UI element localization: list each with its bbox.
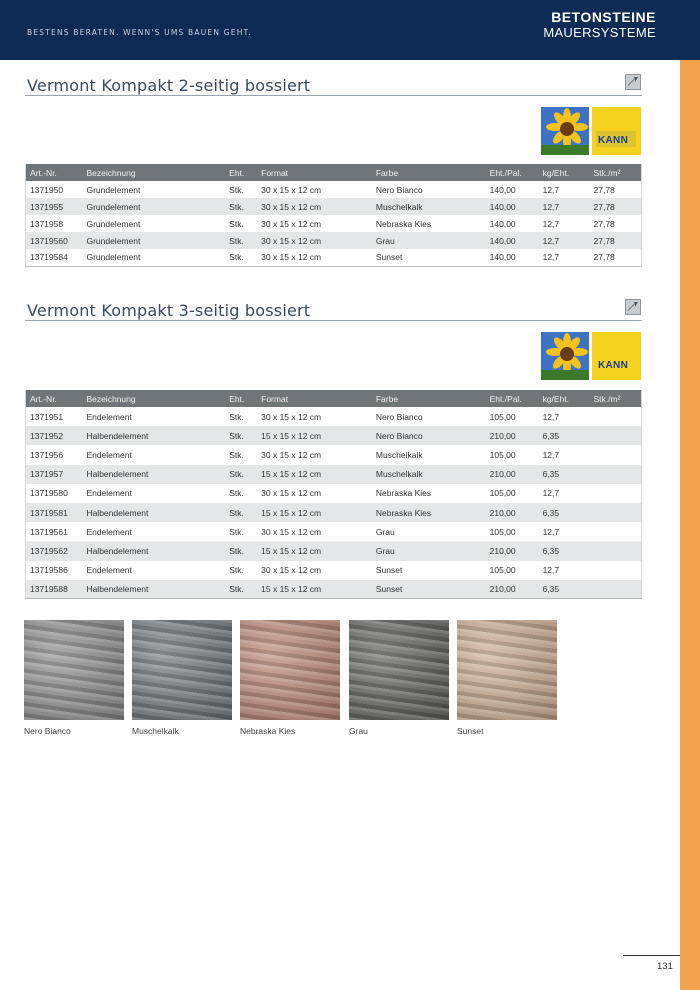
section1-rule	[25, 95, 642, 96]
table-cell: 140,00	[489, 252, 516, 263]
table-row	[26, 232, 642, 249]
table-row	[26, 541, 642, 560]
column-header: Format	[257, 164, 372, 181]
table-cell: Stk.	[229, 526, 244, 537]
section1-table-header	[26, 164, 642, 181]
table-cell: 1371950	[30, 184, 64, 195]
table-cell: Muschelkalk	[372, 465, 486, 484]
table-cell: 12,7	[542, 184, 560, 195]
section2-table	[25, 390, 642, 599]
table-cell: 210,00	[486, 426, 539, 445]
column-header: Stk./m²	[590, 390, 642, 407]
column-header: Format	[257, 390, 372, 407]
table-cell: 30 x 15 x 12 cm	[261, 218, 322, 229]
table-cell: 12,7	[542, 565, 560, 576]
table-cell: 15 x 15 x 12 cm	[257, 541, 372, 560]
pdf-download-icon[interactable]	[625, 299, 641, 315]
table-cell: 210,00	[486, 465, 539, 484]
table-cell: Halbendelement	[82, 426, 225, 445]
table-cell: Halbendelement	[82, 503, 225, 522]
table-row	[26, 249, 642, 266]
column-header: Art.-Nr.	[26, 390, 83, 407]
page-number: 131	[657, 961, 673, 972]
column-header: Farbe	[372, 390, 486, 407]
table-cell: 105,00	[489, 565, 516, 576]
table-cell	[590, 426, 642, 445]
table-cell: 27,78	[590, 198, 642, 215]
table-cell: 15 x 15 x 12 cm	[257, 426, 372, 445]
kann-logo-text: KANN	[598, 360, 629, 371]
table-cell: 30 x 15 x 12 cm	[261, 565, 322, 576]
table-cell	[590, 522, 642, 541]
pdf-download-icon[interactable]	[625, 74, 641, 90]
table-cell: Grundelement	[82, 198, 225, 215]
table-cell: 12,7	[542, 252, 560, 263]
table-cell: 15 x 15 x 12 cm	[257, 503, 372, 522]
table-cell: 1371956	[30, 449, 64, 460]
table-cell: Stk.	[229, 184, 244, 195]
column-header: Farbe	[372, 164, 486, 181]
table-cell: 27,78	[593, 218, 615, 229]
swatch-image	[240, 620, 340, 720]
section2-rule	[25, 320, 642, 321]
table-cell: Muschelkalk	[372, 198, 486, 215]
table-cell: Endelement	[86, 488, 132, 499]
table-cell: 6,35	[539, 426, 590, 445]
table-cell: Stk.	[225, 232, 257, 249]
table-row	[26, 198, 642, 215]
column-header: Bezeichnung	[82, 390, 225, 407]
brand-logos	[541, 107, 641, 155]
swatch-image	[24, 620, 124, 720]
table-cell: Grau	[375, 526, 395, 537]
table-cell: Grundelement	[86, 218, 141, 229]
table-cell: 6,35	[539, 503, 590, 522]
table-row	[26, 465, 642, 484]
table-cell	[590, 561, 642, 580]
table-cell: Grau	[372, 232, 486, 249]
section1-table	[25, 164, 642, 267]
category-title	[543, 9, 656, 40]
table-row	[26, 522, 642, 541]
table-cell: 12,7	[542, 488, 560, 499]
section1-table-body	[26, 181, 642, 266]
table-cell: Sunset	[372, 580, 486, 599]
column-header: Eht./Pal.	[486, 164, 539, 181]
table-row	[26, 181, 642, 198]
table-cell: Stk.	[225, 503, 257, 522]
table-cell: Nero Bianco	[372, 426, 486, 445]
column-header: Stk./m²	[590, 164, 642, 181]
table-row	[26, 561, 642, 580]
table-cell: Stk.	[229, 488, 244, 499]
table-cell: 12,7	[542, 526, 560, 537]
table-row	[26, 426, 642, 445]
table-cell: 30 x 15 x 12 cm	[261, 526, 322, 537]
table-cell: Sunset	[375, 565, 403, 576]
table-cell: 13719562	[26, 541, 83, 560]
table-cell	[590, 541, 642, 560]
table-cell: Stk.	[225, 465, 257, 484]
table-cell: 30 x 15 x 12 cm	[261, 252, 322, 263]
table-cell: Halbendelement	[82, 580, 225, 599]
table-cell	[590, 407, 642, 426]
kann-logo	[592, 332, 641, 380]
tagline: BESTENS BERATEN. WENN'S UMS BAUEN GEHT.	[27, 28, 253, 37]
section2-table-header	[26, 390, 642, 407]
table-cell: 13719581	[26, 503, 83, 522]
column-header: Bezeichnung	[82, 164, 225, 181]
table-cell: Stk.	[225, 426, 257, 445]
table-cell: Stk.	[225, 541, 257, 560]
table-cell: 12,7	[542, 411, 560, 422]
table-cell: 12,7	[539, 232, 590, 249]
table-cell: Stk.	[229, 252, 244, 263]
table-row	[26, 503, 642, 522]
table-row	[26, 215, 642, 232]
swatch-label: Muschelkalk	[132, 726, 179, 736]
table-cell: Grundelement	[86, 184, 141, 195]
table-cell: 1371951	[30, 411, 64, 422]
table-cell: 140,00	[489, 184, 516, 195]
table-cell: 30 x 15 x 12 cm	[261, 411, 322, 422]
table-cell: Endelement	[86, 526, 132, 537]
side-accent-bar	[680, 60, 700, 990]
table-cell: 13719560	[26, 232, 83, 249]
table-cell: Muschelkalk	[375, 449, 423, 460]
table-cell: 6,35	[539, 465, 590, 484]
section2-table-body	[26, 407, 642, 599]
table-row	[26, 484, 642, 503]
table-cell: 15 x 15 x 12 cm	[257, 580, 372, 599]
page-header	[0, 0, 700, 60]
table-cell: Endelement	[86, 449, 132, 460]
table-cell: Stk.	[229, 449, 244, 460]
column-header: Art.-Nr.	[26, 164, 83, 181]
table-cell: 12,7	[539, 198, 590, 215]
kann-logo-text: KANN	[598, 135, 629, 146]
category-title-line2: MAUERSYSTEME	[543, 25, 656, 40]
table-cell: 105,00	[489, 488, 516, 499]
table-cell	[590, 465, 642, 484]
table-cell: Stk.	[229, 411, 244, 422]
table-cell: Nebraska Kies	[375, 218, 432, 229]
table-cell	[590, 503, 642, 522]
table-cell: 140,00	[486, 198, 539, 215]
table-cell: 105,00	[489, 411, 516, 422]
table-cell: Stk.	[229, 565, 244, 576]
column-header: Eht.	[225, 164, 257, 181]
table-cell: 210,00	[486, 541, 539, 560]
sunflower-icon	[541, 332, 589, 380]
table-cell: 12,7	[542, 449, 560, 460]
table-row	[26, 445, 642, 464]
table-cell: 1371957	[26, 465, 83, 484]
table-cell: Halbendelement	[82, 465, 225, 484]
table-cell: Sunset	[375, 252, 403, 263]
table-cell: 27,78	[593, 252, 615, 263]
table-cell: Stk.	[225, 580, 257, 599]
table-cell: 6,35	[539, 580, 590, 599]
page-number-rule	[623, 955, 680, 956]
table-cell: Grau	[372, 541, 486, 560]
table-cell: 1371955	[26, 198, 83, 215]
table-row	[26, 407, 642, 426]
table-cell: 30 x 15 x 12 cm	[257, 232, 372, 249]
table-cell: 30 x 15 x 12 cm	[261, 184, 322, 195]
table-cell: 13719588	[26, 580, 83, 599]
swatch-label: Nebraska Kies	[240, 726, 296, 736]
table-cell: 13719561	[30, 526, 68, 537]
table-cell: Stk.	[225, 198, 257, 215]
table-cell	[590, 580, 642, 599]
column-header: Eht.	[225, 390, 257, 407]
table-cell: Endelement	[86, 565, 132, 576]
column-header: Eht./Pal.	[486, 390, 539, 407]
table-cell: 13719586	[30, 565, 68, 576]
table-row	[26, 580, 642, 599]
table-cell: 15 x 15 x 12 cm	[257, 465, 372, 484]
swatch-image	[457, 620, 557, 720]
table-cell: 140,00	[489, 218, 516, 229]
swatch-label: Grau	[349, 726, 368, 736]
brand-logos	[541, 332, 641, 380]
swatch-label: Nero Bianco	[24, 726, 71, 736]
table-cell: Grundelement	[86, 252, 141, 263]
swatch-image	[349, 620, 449, 720]
table-cell: Nebraska Kies	[375, 488, 432, 499]
column-header: kg/Eht.	[539, 390, 590, 407]
column-header: kg/Eht.	[539, 164, 590, 181]
section2-title: Vermont Kompakt 3-seitig bossiert	[27, 301, 311, 320]
table-cell: 105,00	[489, 526, 516, 537]
swatch-label: Sunset	[457, 726, 484, 736]
table-cell: Nero Bianco	[375, 184, 423, 195]
table-cell: Nebraska Kies	[372, 503, 486, 522]
table-cell: 27,78	[590, 232, 642, 249]
table-cell: 1371952	[26, 426, 83, 445]
table-cell: 30 x 15 x 12 cm	[261, 449, 322, 460]
table-cell: 30 x 15 x 12 cm	[261, 488, 322, 499]
table-cell: 210,00	[486, 580, 539, 599]
table-cell: 6,35	[539, 541, 590, 560]
table-cell: 13719584	[30, 252, 68, 263]
table-cell: Halbendelement	[82, 541, 225, 560]
table-cell: 30 x 15 x 12 cm	[257, 198, 372, 215]
swatch-image	[132, 620, 232, 720]
table-cell	[590, 445, 642, 464]
table-cell	[590, 484, 642, 503]
table-cell: 12,7	[542, 218, 560, 229]
kann-logo	[592, 107, 641, 155]
table-cell: 1371958	[30, 218, 64, 229]
table-cell: 13719580	[30, 488, 68, 499]
table-cell: 140,00	[486, 232, 539, 249]
table-cell: 27,78	[593, 184, 615, 195]
table-cell: Stk.	[229, 218, 244, 229]
table-cell: 105,00	[489, 449, 516, 460]
table-cell: 210,00	[486, 503, 539, 522]
table-cell: Endelement	[86, 411, 132, 422]
category-title-line1: BETONSTEINE	[551, 9, 656, 25]
table-cell: Nero Bianco	[375, 411, 423, 422]
section1-title: Vermont Kompakt 2-seitig bossiert	[27, 76, 311, 95]
sunflower-icon	[541, 107, 589, 155]
table-cell: Grundelement	[82, 232, 225, 249]
